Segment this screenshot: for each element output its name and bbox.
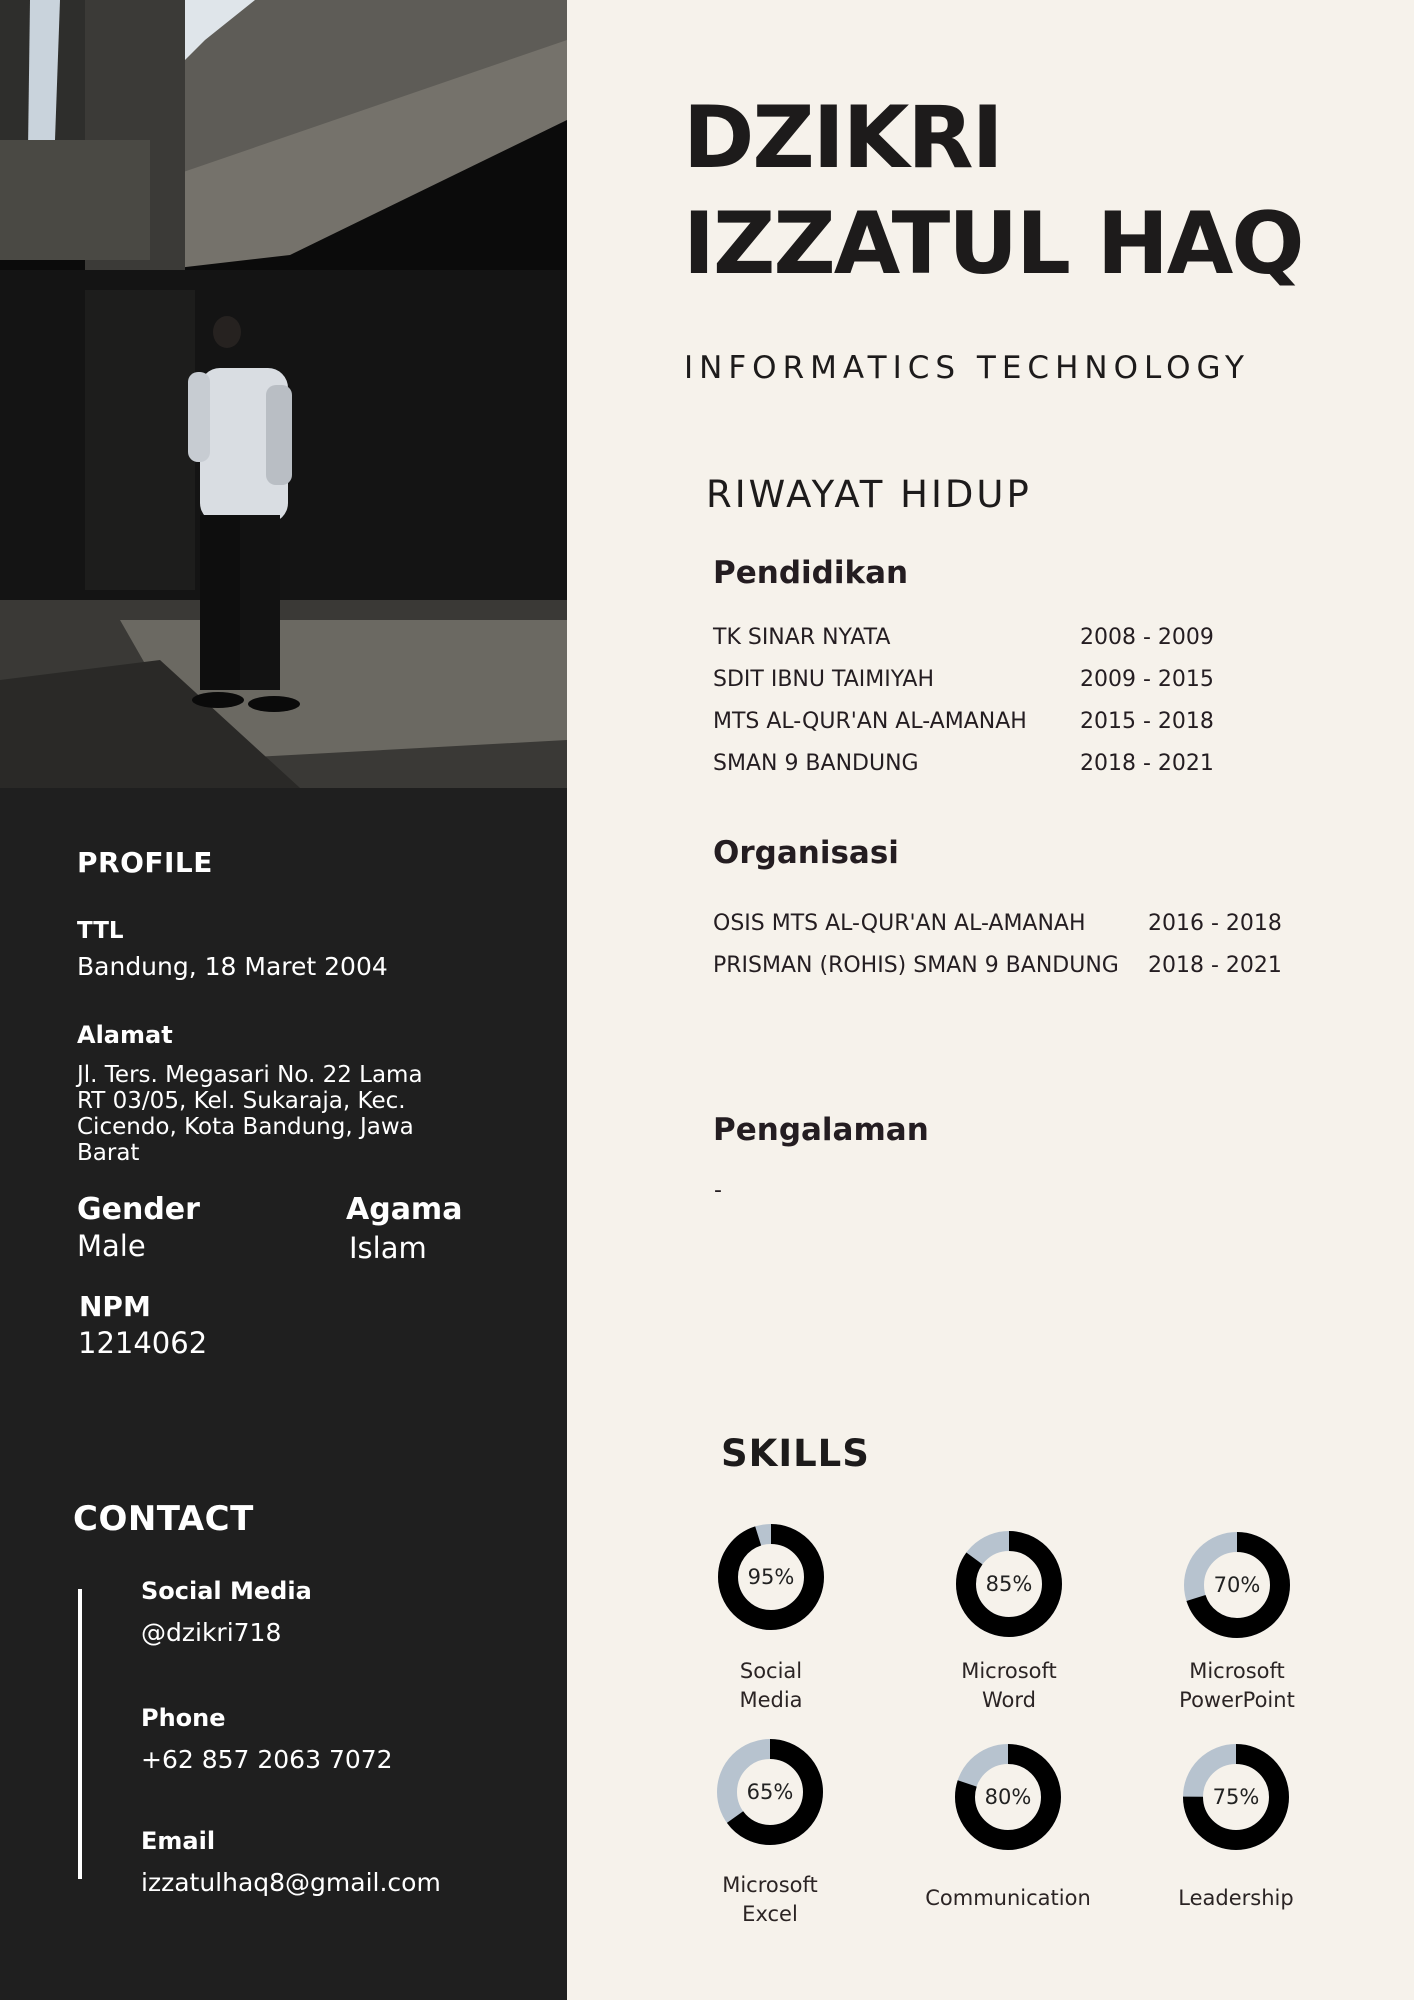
name-line-1: DZIKRI	[683, 88, 1002, 188]
email-value[interactable]: izzatulhaq8@gmail.com	[141, 1868, 441, 1897]
phone-value: +62 857 2063 7072	[141, 1745, 393, 1774]
phone-label: Phone	[141, 1704, 226, 1732]
contact-title: CONTACT	[73, 1499, 254, 1539]
pendidikan-title: Pendidikan	[713, 555, 909, 591]
skill-donut	[1176, 1737, 1296, 1857]
pengalaman-title: Pengalaman	[713, 1112, 929, 1148]
skill-label: Microsoft	[722, 1873, 818, 1897]
skill-percent: 80%	[984, 1785, 1032, 1809]
skill-label: Word	[982, 1688, 1036, 1712]
pendidikan-item-years: 2009 - 2015	[1080, 667, 1214, 692]
skill-label: Media	[739, 1688, 803, 1712]
skill-donut	[710, 1732, 830, 1852]
organisasi-item-years: 2018 - 2021	[1148, 953, 1282, 978]
agama-label: Agama	[346, 1192, 463, 1227]
social-label: Social Media	[141, 1577, 312, 1605]
skill-label: PowerPoint	[1179, 1688, 1295, 1712]
gender-label: Gender	[77, 1192, 200, 1227]
alamat-label: Alamat	[77, 1021, 173, 1049]
profile-photo	[0, 0, 567, 788]
pendidikan-item-name: TK SINAR NYATA	[713, 625, 891, 650]
pendidikan-item-years: 2018 - 2021	[1080, 751, 1214, 776]
skill-label: Microsoft	[1189, 1659, 1285, 1683]
skill-donut	[1177, 1525, 1297, 1645]
riwayat-title: RIWAYAT HIDUP	[706, 473, 1032, 516]
npm-label: NPM	[79, 1290, 151, 1323]
social-value: @dzikri718	[141, 1618, 282, 1647]
organisasi-item-years: 2016 - 2018	[1148, 911, 1282, 936]
skill-donut	[711, 1517, 831, 1637]
skill-label: Leadership	[1178, 1886, 1294, 1910]
organisasi-item-name: PRISMAN (ROHIS) SMAN 9 BANDUNG	[713, 953, 1119, 978]
pendidikan-item-name: SMAN 9 BANDUNG	[713, 751, 919, 776]
profile-title: PROFILE	[77, 846, 213, 879]
name-line-2: IZZATUL HAQ	[683, 194, 1303, 294]
skill-percent: 65%	[746, 1780, 794, 1804]
ttl-value: Bandung, 18 Maret 2004	[77, 952, 388, 981]
alamat-value: Jl. Ters. Megasari No. 22 Lama RT 03/05, Kel. Sukaraja, Kec. Cicendo, Kota Bandung, Jawa Barat	[77, 1062, 423, 1166]
skill-donut	[949, 1524, 1069, 1644]
skill-label: Social	[739, 1659, 803, 1683]
email-label: Email	[141, 1827, 216, 1855]
pendidikan-item-years: 2008 - 2009	[1080, 625, 1214, 650]
contact-divider	[78, 1589, 82, 1879]
left-sidebar	[0, 0, 567, 2000]
organisasi-title: Organisasi	[713, 835, 899, 871]
skill-percent: 70%	[1213, 1573, 1261, 1597]
skill-label: Excel	[742, 1902, 798, 1926]
pendidikan-item-years: 2015 - 2018	[1080, 709, 1214, 734]
skill-percent: 95%	[747, 1565, 795, 1589]
pengalaman-value: -	[714, 1178, 722, 1203]
skill-percent: 75%	[1212, 1785, 1260, 1809]
npm-value: 1214062	[78, 1326, 208, 1360]
pendidikan-item-name: SDIT IBNU TAIMIYAH	[713, 667, 935, 692]
organisasi-item-name: OSIS MTS AL-QUR'AN AL-AMANAH	[713, 911, 1086, 936]
agama-value: Islam	[349, 1231, 427, 1265]
ttl-label: TTL	[77, 918, 124, 944]
skill-donut	[948, 1737, 1068, 1857]
subtitle: INFORMATICS TECHNOLOGY	[684, 350, 1250, 386]
gender-value: Male	[77, 1229, 146, 1263]
skills-title: SKILLS	[721, 1432, 870, 1475]
skill-label: Communication	[925, 1886, 1091, 1910]
skill-label: Microsoft	[961, 1659, 1057, 1683]
pendidikan-item-name: MTS AL-QUR'AN AL-AMANAH	[713, 709, 1027, 734]
skill-percent: 85%	[985, 1572, 1033, 1596]
